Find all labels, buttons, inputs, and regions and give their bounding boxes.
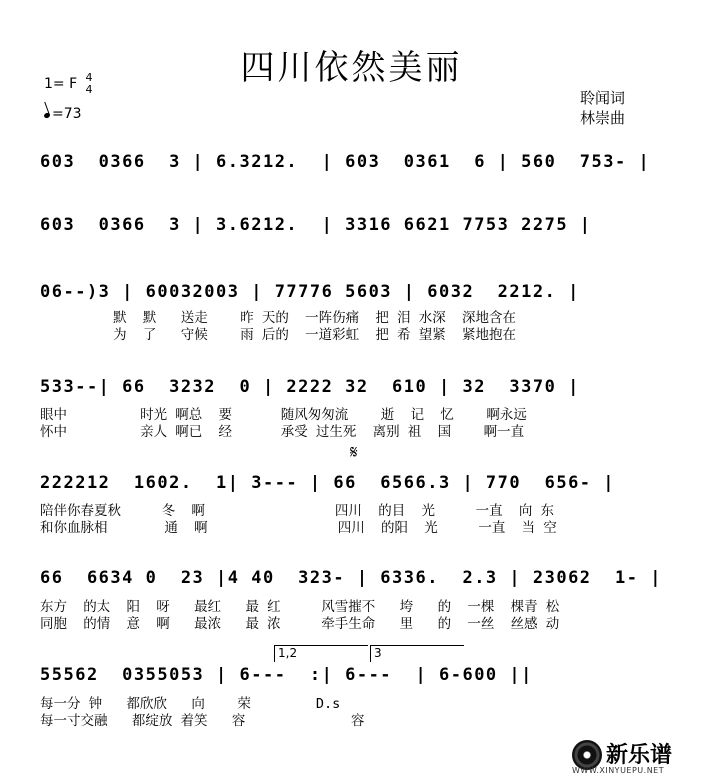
key-signature: 1= F (44, 76, 78, 92)
lyrics-verse-2: 同胞 的情 意 啊 最浓 最 浓 牵手生命 里 的 一丝 丝感 动 (40, 616, 560, 632)
time-sig-top: 4 (85, 71, 93, 84)
quarter-note-icon (43, 112, 50, 119)
logo-url: WWW.XINYUEPU.NET (572, 766, 665, 775)
volta-bracket-2 (370, 645, 464, 662)
notation-line: 222212 1602. 1| 3--- | 66 6566.3 | 770 656- | (40, 473, 616, 493)
lyrics-verse-1: 默 默 送走 昨 天的 一阵伤痛 把 泪 水深 深地含在 (40, 310, 516, 326)
score-row-1 (40, 150, 668, 180)
volta-bracket-1 (274, 645, 368, 662)
time-signature (84, 72, 94, 96)
score-row-3 (40, 282, 668, 342)
notation-line: 55562 0355053 | 6--- :| 6--- | 6-600 || (40, 665, 533, 685)
notation-line: 603 0366 3 | 3.6212. | 3316 6621 7753 2275 | (40, 215, 592, 235)
lyrics-verse-2: 为 了 守候 雨 后的 一道彩虹 把 希 望紧 紧地抱在 (40, 327, 516, 343)
volta-label-2: 3 (374, 646, 382, 660)
score-row-2 (40, 213, 668, 243)
score-row-6 (40, 568, 668, 632)
song-title: 四川依然美丽 (240, 48, 463, 88)
lyrics-verse-2: 怀中 亲人 啊已 经 承受 过生死 离别 祖 国 啊一直 (40, 424, 525, 440)
lyricist: 聆闻词 (580, 89, 626, 107)
tempo-value: =73 (52, 106, 82, 122)
composer: 林崇曲 (580, 109, 626, 127)
notation-line: 06--)3 | 60032003 | 77776 5603 | 6032 2212. | (40, 282, 580, 302)
lyrics-verse-2: 每一寸交融 都绽放 着笑 容 容 (40, 713, 365, 729)
notation-line: 66 6634 0 23 |4 40 323- | 6336. 2.3 | 23062 1- | (40, 568, 662, 588)
lyrics-verse-1: 东方 的太 阳 呀 最红 最 红 风雪摧不 垮 的 一棵 棵青 松 (40, 599, 560, 615)
lyrics-verse-1: 每一分 钟 都欣欣 向 荣 D.s (40, 696, 341, 712)
notation-line: 603 0366 3 | 6.3212. | 603 0361 6 | 560 753- | (40, 152, 651, 172)
segno-sign: 𝄋 (350, 442, 358, 463)
lyrics-verse-1: 陪伴你春夏秋 冬 啊 四川 的目 光 一直 向 东 (40, 503, 554, 519)
volta-label-1: 1,2 (278, 646, 298, 660)
score-row-7 (40, 665, 668, 729)
logo-text: 新乐谱 (606, 743, 673, 768)
time-sig-bottom: 4 (85, 83, 93, 96)
site-logo (566, 736, 696, 776)
credits (580, 88, 625, 128)
score-row-4 (40, 377, 668, 440)
score-row-5 (40, 473, 668, 536)
notation-line: 533--| 66 3232 0 | 2222 32 610 | 32 3370 | (40, 377, 580, 397)
tempo-marking (44, 106, 82, 122)
lyrics-verse-1: 眼中 时光 啊总 要 随风匆匆流 逝 记 忆 啊永远 (40, 407, 527, 423)
lyrics-verse-2: 和你血脉相 通 啊 四川 的阳 光 一直 当 空 (40, 520, 557, 536)
